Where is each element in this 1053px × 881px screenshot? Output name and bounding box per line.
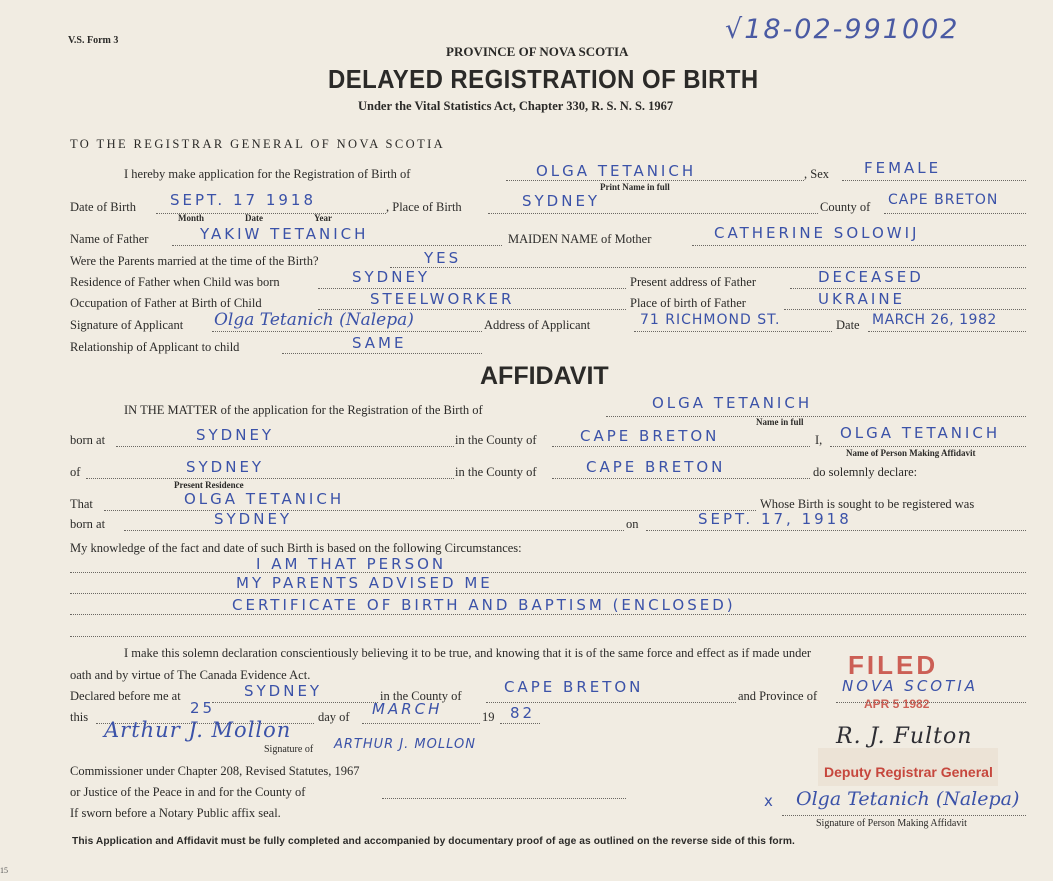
registrar-signature: R. J. Fulton <box>836 724 973 749</box>
circumstance-line-1 <box>70 572 1026 573</box>
place-value: SYDNEY <box>522 192 601 210</box>
father-label: Name of Father <box>70 232 149 246</box>
relationship-label: Relationship of Applicant to child <box>70 340 240 354</box>
county-line <box>884 213 1026 214</box>
mother-label: MAIDEN NAME of Mother <box>508 232 652 246</box>
present-address-value: DECEASED <box>818 268 924 286</box>
month-caption: Month <box>178 213 205 223</box>
address-value: 71 RICHMOND ST. <box>640 312 781 328</box>
circumstance-1: I AM THAT PERSON <box>256 555 447 573</box>
sex-label: , Sex <box>804 167 829 181</box>
year-caption: Year <box>314 213 332 223</box>
date-label: Date <box>836 318 860 332</box>
corner-mark: 15 <box>0 866 8 875</box>
on-value: SEPT. 17, 1918 <box>698 510 852 528</box>
child-name-value: OLGA TETANICH <box>536 162 697 180</box>
county-line-1 <box>552 446 810 447</box>
affiant-signature-line <box>782 815 1026 816</box>
born-at2-line <box>124 530 624 531</box>
footer-note: This Application and Affidavit must be fully completed and accompanied by documentary proof of age as outlined on the reverse side of this form. <box>72 836 795 847</box>
page-subtitle: Under the Vital Statistics Act, Chapter 330, R. S. N. S. 1967 <box>358 99 674 113</box>
notary-line: If sworn before a Notary Public affix seal. <box>70 806 281 820</box>
matter-line <box>606 416 1026 417</box>
commissioner-signature: Arthur J. Mollon <box>104 718 292 742</box>
that-value: OLGA TETANICH <box>184 490 345 508</box>
form-id: V.S. Form 3 <box>68 35 119 46</box>
place-line <box>488 213 818 214</box>
father-value: YAKIW TETANICH <box>200 225 369 243</box>
maker-value: OLGA TETANICH <box>840 424 1001 442</box>
father-line <box>172 245 502 246</box>
knowledge-label: My knowledge of the fact and date of such Birth is based on the following Circumstances: <box>70 541 522 555</box>
date-value: MARCH 26, 1982 <box>872 312 997 328</box>
relationship-value: SAME <box>352 334 407 352</box>
affidavit-county2-value: CAPE BRETON <box>586 458 726 476</box>
place-label: , Place of Birth <box>386 200 462 214</box>
county-value: CAPE BRETON <box>888 192 999 208</box>
filed-date-stamp: APR 5 1982 <box>864 697 930 711</box>
province-value: NOVA SCOTIA <box>842 677 978 695</box>
commissioner-line: Commissioner under Chapter 208, Revised Statutes, 1967 <box>70 764 360 778</box>
day-value: 25 <box>190 699 216 717</box>
declared-label: Declared before me at <box>70 689 181 703</box>
filed-stamp: FILED <box>848 650 939 680</box>
dob-value: SEPT. 17 1918 <box>170 191 316 209</box>
of-label: of <box>70 465 81 479</box>
signature-of-label: Signature of <box>264 744 314 755</box>
deputy-registrar-stamp: Deputy Registrar General <box>824 764 993 780</box>
residence-line <box>318 288 626 289</box>
circumstance-3: CERTIFICATE OF BIRTH AND BAPTISM (ENCLOSED) <box>232 596 736 614</box>
year-value: 82 <box>510 704 536 722</box>
name-in-full-caption: Name in full <box>756 417 804 427</box>
circumstance-line-3 <box>70 614 1026 615</box>
name-line <box>506 180 804 181</box>
on-line <box>646 530 1026 531</box>
province-label: and Province of <box>738 689 818 703</box>
of-line <box>86 478 454 479</box>
date-line <box>868 331 1026 332</box>
occupation-value: STEELWORKER <box>370 290 515 308</box>
signature-line <box>212 331 482 332</box>
in-county-label: in the County of <box>455 433 537 447</box>
father-birthplace-label: Place of birth of Father <box>630 296 746 310</box>
signature-label: Signature of Applicant <box>70 318 184 332</box>
of-value: SYDNEY <box>186 458 265 476</box>
present-residence-caption: Present Residence <box>174 480 244 490</box>
applicant-signature: Olga Tetanich (Nalepa) <box>214 310 414 330</box>
declared-at-line <box>212 702 378 703</box>
print-name-caption: Print Name in full <box>600 182 670 192</box>
born-at-value: SYDNEY <box>196 426 275 444</box>
addressee: TO THE REGISTRAR GENERAL OF NOVA SCOTIA <box>70 137 446 151</box>
father-birthplace-value: UKRAINE <box>818 290 906 308</box>
relationship-line <box>282 353 482 354</box>
file-number: √18-02-991002 <box>725 14 960 45</box>
that-line <box>104 510 756 511</box>
month-line <box>362 723 480 724</box>
born-at2-label: born at <box>70 517 106 531</box>
justice-line: or Justice of the Peace in and for the County of <box>70 785 306 799</box>
present-address-line <box>790 288 1026 289</box>
declare-label: do solemnly declare: <box>813 465 918 479</box>
province-line <box>836 702 1026 703</box>
declaration-line-1: I make this solemn declaration conscientiously believing it to be true, and knowing that it is of the same force and effect as if made under <box>124 646 812 660</box>
circumstance-2: MY PARENTS ADVISED ME <box>236 574 493 592</box>
born-at2-value: SYDNEY <box>214 510 293 528</box>
sex-value: FEMALE <box>864 159 942 177</box>
maker-line <box>830 446 1026 447</box>
that-label: That <box>70 497 93 511</box>
declared-county-value: CAPE BRETON <box>504 678 644 696</box>
province-heading: PROVINCE OF NOVA SCOTIA <box>446 44 629 59</box>
dob-label: Date of Birth <box>70 200 136 214</box>
on-label: on <box>626 517 639 531</box>
mother-line <box>692 245 1026 246</box>
affidavit-title: AFFIDAVIT <box>480 362 609 390</box>
declared-county-line <box>486 702 736 703</box>
page-title: DELAYED REGISTRATION OF BIRTH <box>328 64 759 94</box>
declared-at-value: SYDNEY <box>244 682 323 700</box>
married-value: YES <box>424 249 462 267</box>
residence-label: Residence of Father when Child was born <box>70 275 280 289</box>
year-line <box>500 723 540 724</box>
commissioner-name: ARTHUR J. MOLLON <box>334 737 476 752</box>
born-at-label: born at <box>70 433 106 447</box>
present-address-label: Present address of Father <box>630 275 757 289</box>
intro-label: I hereby make application for the Registration of Birth of <box>124 167 411 181</box>
i-label: I, <box>815 433 823 447</box>
maker-caption: Name of Person Making Affidavit <box>846 448 976 458</box>
sex-line <box>842 180 1026 181</box>
matter-label: IN THE MATTER of the application for the Registration of the Birth of <box>124 403 483 417</box>
signature-x: x <box>764 792 773 810</box>
married-line <box>390 267 1026 268</box>
this-label: this <box>70 710 89 724</box>
affiant-signature-caption: Signature of Person Making Affidavit <box>816 818 967 829</box>
declared-county-label: in the County of <box>380 689 462 703</box>
county-line-2 <box>552 478 810 479</box>
address-line <box>634 331 832 332</box>
affidavit-county-value: CAPE BRETON <box>580 427 720 445</box>
justice-county-line <box>382 798 626 799</box>
month-value: MARCH <box>372 700 443 718</box>
married-label: Were the Parents married at the time of the Birth? <box>70 254 319 268</box>
affiant-signature: Olga Tetanich (Nalepa) <box>796 788 1020 810</box>
occupation-label: Occupation of Father at Birth of Child <box>70 296 262 310</box>
declaration-line-2: oath and by virtue of The Canada Evidence Act. <box>70 668 311 682</box>
county-label: County of <box>820 200 871 214</box>
matter-value: OLGA TETANICH <box>652 394 813 412</box>
address-label: Address of Applicant <box>484 318 591 332</box>
residence-value: SYDNEY <box>352 268 431 286</box>
mother-value: CATHERINE SOLOWIJ <box>714 224 920 242</box>
circumstance-line-2 <box>70 593 1026 594</box>
whose-birth-label: Whose Birth is sought to be registered was <box>760 497 975 511</box>
day-of-label: day of <box>318 710 350 724</box>
father-birthplace-line <box>784 309 1026 310</box>
born-at-line <box>116 446 454 447</box>
circumstance-line-4 <box>70 636 1026 637</box>
date-caption: Date <box>245 213 263 223</box>
year-prefix: 19 <box>482 710 495 724</box>
in-county-label-2: in the County of <box>455 465 537 479</box>
